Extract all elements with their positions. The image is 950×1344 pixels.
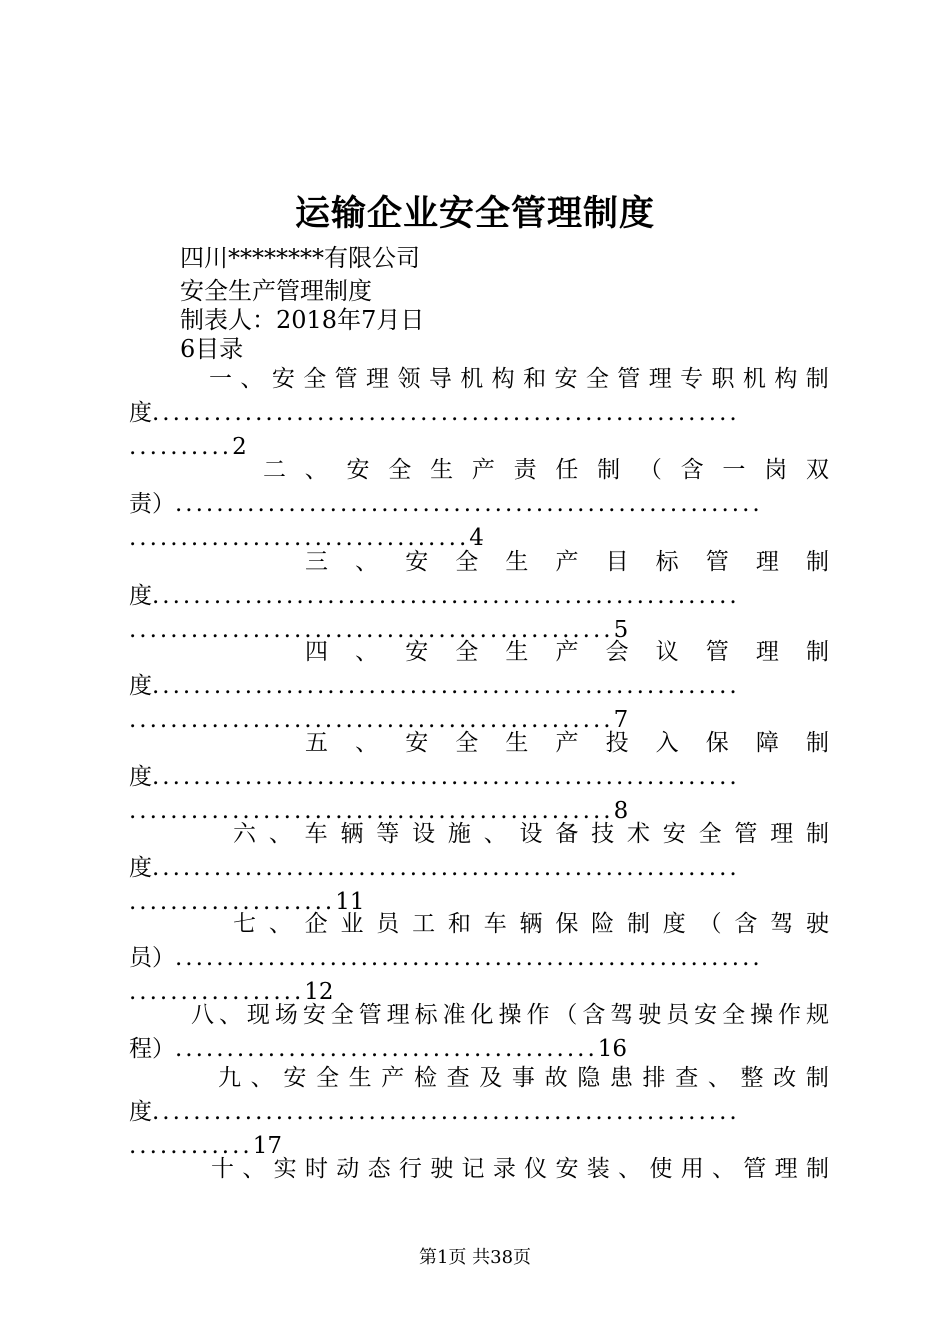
toc-char: 制	[805, 730, 829, 756]
toc-char: 排	[642, 1065, 666, 1091]
toc-entry-tail-text: 度	[129, 764, 152, 790]
toc-char: 检	[413, 1065, 437, 1091]
toc-char: 等	[376, 821, 400, 847]
toc-char: 安	[405, 730, 429, 756]
toc-entry-tail-text: 度	[129, 400, 152, 426]
toc-char: 管	[743, 1156, 767, 1182]
toc-char: 安	[694, 1002, 718, 1028]
toc-char: 全	[455, 730, 479, 756]
toc-char: 障	[755, 730, 779, 756]
toc-char: 、	[250, 1065, 274, 1091]
toc-char: 制	[805, 1156, 829, 1182]
toc-char: 车	[304, 821, 328, 847]
toc-entry-head[interactable]	[305, 545, 829, 579]
toc-char: 改	[773, 1065, 797, 1091]
dot-leader: ....................	[129, 889, 336, 915]
toc-char: 车	[483, 911, 507, 937]
toc-entry-head[interactable]	[305, 726, 829, 760]
toc-heading: 6目录	[180, 335, 244, 363]
toc-char: 岗	[764, 457, 788, 483]
toc-char: 工	[412, 911, 436, 937]
toc-entry-tail	[129, 1095, 829, 1129]
toc-char: 故	[544, 1065, 568, 1091]
toc-char: 设	[519, 821, 543, 847]
dot-leader: ..........	[129, 434, 233, 460]
toc-char: 制	[597, 457, 621, 483]
toc-char: 理	[770, 821, 794, 847]
toc-entry-head[interactable]	[191, 998, 829, 1032]
dot-leader: .................	[129, 979, 305, 1005]
toc-char: 态	[367, 1156, 391, 1182]
toc-char: 任	[555, 457, 579, 483]
toc-char: 隐	[577, 1065, 601, 1091]
toc-char: 构	[491, 366, 515, 392]
toc-char: 施	[447, 821, 471, 847]
toc-entry-tail-text: 度	[129, 583, 152, 609]
toc-char: 保	[705, 730, 729, 756]
toc-char: 投	[605, 730, 629, 756]
toc-char: 、	[483, 821, 507, 847]
preparer-line: 制表人：2018年7月日	[180, 306, 425, 334]
toc-char: 产	[555, 549, 579, 575]
toc-char: 全	[303, 366, 327, 392]
toc-entry-head[interactable]	[209, 362, 829, 396]
toc-char: 动	[336, 1156, 360, 1182]
dot-leader: ...............................................	[129, 707, 614, 733]
toc-char: 安	[405, 639, 429, 665]
toc-entry-tail	[129, 851, 829, 885]
toc-char: 用	[680, 1156, 704, 1182]
toc-char: 双	[805, 457, 829, 483]
toc-char: 、	[618, 1156, 642, 1182]
toc-char: 五	[305, 730, 328, 756]
toc-char: 驶	[430, 1156, 454, 1182]
toc-char: 、	[355, 730, 379, 756]
dot-leader: .........................................................	[152, 400, 740, 426]
toc-char: 理	[366, 366, 390, 392]
toc-char: （	[554, 1002, 578, 1028]
toc-char: 辆	[340, 821, 364, 847]
toc-char: 驶	[806, 911, 829, 937]
toc-char: 会	[605, 639, 629, 665]
toc-char: 作	[778, 1002, 802, 1028]
toc-char: 全	[455, 549, 479, 575]
toc-char: 制	[806, 821, 829, 847]
toc-entry-head[interactable]	[233, 907, 829, 941]
toc-char: 设	[412, 821, 436, 847]
toc-char: 管	[705, 549, 729, 575]
toc-char: 生	[430, 457, 454, 483]
toc-char: 技	[591, 821, 615, 847]
toc-char: 查	[446, 1065, 470, 1091]
toc-char: 及	[479, 1065, 503, 1091]
dot-leader: ............	[129, 1133, 253, 1159]
toc-char: 险	[591, 911, 615, 937]
toc-page-number: 5	[613, 617, 629, 643]
toc-char: 标	[655, 549, 679, 575]
toc-char: 全	[455, 639, 479, 665]
toc-char: 六	[233, 821, 256, 847]
toc-char: 全	[315, 1065, 339, 1091]
toc-char: 作	[526, 1002, 550, 1028]
toc-char: 全	[388, 457, 412, 483]
toc-char: 员	[666, 1002, 690, 1028]
toc-char: 和	[447, 911, 471, 937]
toc-entry-tail-text: 责）	[129, 491, 175, 517]
toc-char: 整	[740, 1065, 764, 1091]
toc-char: 机	[460, 366, 484, 392]
toc-char: 事	[511, 1065, 535, 1091]
toc-char: 术	[626, 821, 650, 847]
toc-char: 企	[304, 911, 328, 937]
toc-char: 驾	[770, 911, 794, 937]
toc-char: 安	[346, 457, 370, 483]
toc-char: 度	[662, 911, 686, 937]
toc-char: 七	[233, 911, 256, 937]
toc-char: 制	[805, 366, 829, 392]
toc-char: 标	[414, 1002, 438, 1028]
toc-char: 备	[555, 821, 579, 847]
toc-char: 理	[755, 639, 779, 665]
document-title: 运输企业安全管理制度	[294, 193, 655, 234]
toc-char: 制	[805, 549, 829, 575]
toc-char: 议	[655, 639, 679, 665]
toc-char: 、	[355, 549, 379, 575]
toc-char: 和	[523, 366, 547, 392]
toc-char: 安	[271, 366, 295, 392]
toc-page-number: 17	[252, 1133, 283, 1159]
toc-entry-head[interactable]	[211, 1152, 829, 1186]
dot-leader: .........................................	[175, 1036, 598, 1062]
toc-char: 责	[513, 457, 537, 483]
toc-char: 安	[662, 821, 686, 847]
toc-char: 、	[240, 366, 264, 392]
toc-entry-tail	[129, 487, 829, 521]
toc-entry-head[interactable]	[218, 1061, 829, 1095]
toc-char: 四	[305, 639, 328, 665]
toc-char: 录	[492, 1156, 516, 1182]
dot-leader: .........................................................	[152, 1099, 740, 1125]
toc-char: 全	[330, 1002, 354, 1028]
toc-entry-tail-text: 度	[129, 673, 152, 699]
toc-char: 生	[348, 1065, 372, 1091]
toc-char: （	[698, 911, 722, 937]
toc-entry-tail-text: 度	[129, 855, 152, 881]
toc-char: 操	[750, 1002, 774, 1028]
toc-entry-tail	[129, 941, 829, 975]
toc-char: 职	[711, 366, 735, 392]
toc-char: 、	[304, 457, 328, 483]
toc-char: 时	[304, 1156, 328, 1182]
toc-char: 、	[218, 1002, 242, 1028]
toc-char: 辆	[519, 911, 543, 937]
toc-page-number: 16	[597, 1036, 628, 1062]
dot-leader: .........................................................	[152, 855, 740, 881]
toc-char: 保	[555, 911, 579, 937]
toc-char: 含	[582, 1002, 606, 1028]
company-name: 四川********有限公司	[180, 244, 420, 272]
toc-entry-tail-text: 员）	[129, 945, 175, 971]
toc-page-number: 4	[469, 525, 484, 551]
toc-char: 全	[698, 821, 722, 847]
toc-char: 产	[555, 639, 579, 665]
toc-char: 理	[386, 1002, 410, 1028]
toc-char: 生	[505, 639, 529, 665]
toc-page-number: 8	[613, 798, 629, 824]
toc-entry-tail	[129, 396, 829, 430]
toc-char: 管	[358, 1002, 382, 1028]
toc-char: 仪	[524, 1156, 548, 1182]
toc-char: 安	[555, 1156, 579, 1182]
toc-char: 入	[655, 730, 679, 756]
toc-char: 产	[471, 457, 495, 483]
dot-leader: ...............................................	[129, 617, 614, 643]
toc-char: 制	[805, 639, 829, 665]
toc-entry-tail-text: 程）	[129, 1036, 175, 1062]
toc-char: 员	[376, 911, 400, 937]
dot-leader: .........................................................	[152, 764, 740, 790]
toc-char: 安	[554, 366, 578, 392]
toc-char: 八	[191, 1002, 214, 1028]
toc-page-number: 12	[304, 979, 334, 1005]
toc-entry-head[interactable]	[305, 635, 829, 669]
toc-char: 、	[712, 1156, 735, 1182]
toc-char: 制	[805, 1065, 829, 1091]
toc-char: 、	[242, 1156, 266, 1182]
toc-entry-tail	[129, 579, 829, 613]
toc-char: 生	[505, 549, 529, 575]
toc-char: 记	[461, 1156, 485, 1182]
toc-char: 产	[555, 730, 579, 756]
toc-char: 行	[398, 1156, 422, 1182]
dot-leader: .........................................................	[152, 583, 740, 609]
toc-char: 目	[605, 549, 629, 575]
toc-char: 一	[209, 366, 232, 392]
toc-entry-tail	[129, 760, 829, 794]
toc-char: 管	[734, 821, 758, 847]
toc-char: 管	[334, 366, 358, 392]
toc-char: 准	[442, 1002, 466, 1028]
toc-char: 安	[302, 1002, 326, 1028]
toc-char: 一	[722, 457, 746, 483]
toc-page-number: 2	[232, 434, 247, 460]
dot-leader: .........................................................	[152, 673, 740, 699]
toc-char: 装	[586, 1156, 610, 1182]
toc-char: 患	[609, 1065, 633, 1091]
toc-char: 含	[734, 911, 758, 937]
toc-char: 导	[428, 366, 452, 392]
toc-char: 九	[218, 1065, 241, 1091]
toc-char: 、	[268, 821, 292, 847]
toc-char: 生	[505, 730, 529, 756]
toc-entry-tail-text: 度	[129, 1099, 152, 1125]
toc-char: 产	[381, 1065, 405, 1091]
toc-char: 理	[774, 1156, 798, 1182]
toc-char: 实	[273, 1156, 297, 1182]
toc-entry-head[interactable]	[233, 817, 829, 851]
toc-char: 理	[755, 549, 779, 575]
toc-entry-tail	[129, 669, 829, 703]
toc-char: 操	[498, 1002, 522, 1028]
toc-char: 机	[742, 366, 766, 392]
toc-char: 查	[675, 1065, 699, 1091]
toc-char: 二	[263, 457, 286, 483]
toc-char: 制	[626, 911, 650, 937]
toc-page-number: 7	[613, 707, 629, 733]
toc-char: 安	[283, 1065, 307, 1091]
dot-leader: .................................	[129, 525, 470, 551]
toc-char: （	[638, 457, 662, 483]
toc-char: 业	[340, 911, 364, 937]
toc-char: 理	[648, 366, 672, 392]
toc-char: 、	[707, 1065, 731, 1091]
toc-char: 场	[274, 1002, 298, 1028]
toc-char: 驾	[610, 1002, 634, 1028]
toc-char: 领	[397, 366, 421, 392]
toc-char: 构	[774, 366, 798, 392]
toc-char: 十	[211, 1156, 234, 1182]
dot-leader: .........................................................	[175, 491, 763, 517]
toc-char: 全	[722, 1002, 746, 1028]
toc-char: 规	[805, 1002, 829, 1028]
toc-char: 、	[355, 639, 379, 665]
toc-page-number: 11	[335, 889, 365, 915]
toc-char: 使	[649, 1156, 673, 1182]
toc-char: 含	[680, 457, 704, 483]
dot-leader: .........................................................	[175, 945, 763, 971]
dot-leader: ...............................................	[129, 798, 614, 824]
toc-entry-head[interactable]	[263, 453, 829, 487]
toc-char: 专	[680, 366, 704, 392]
toc-char: 三	[305, 549, 328, 575]
document-subtitle: 安全生产管理制度	[180, 277, 372, 305]
toc-char: 全	[585, 366, 609, 392]
toc-char: 管	[705, 639, 729, 665]
page-footer: 第1页 共38页	[418, 1247, 532, 1268]
toc-char: 化	[470, 1002, 494, 1028]
toc-char: 安	[405, 549, 429, 575]
toc-char: 管	[617, 366, 641, 392]
toc-char: 驶	[638, 1002, 662, 1028]
toc-char: 、	[268, 911, 292, 937]
toc-char: 现	[246, 1002, 270, 1028]
